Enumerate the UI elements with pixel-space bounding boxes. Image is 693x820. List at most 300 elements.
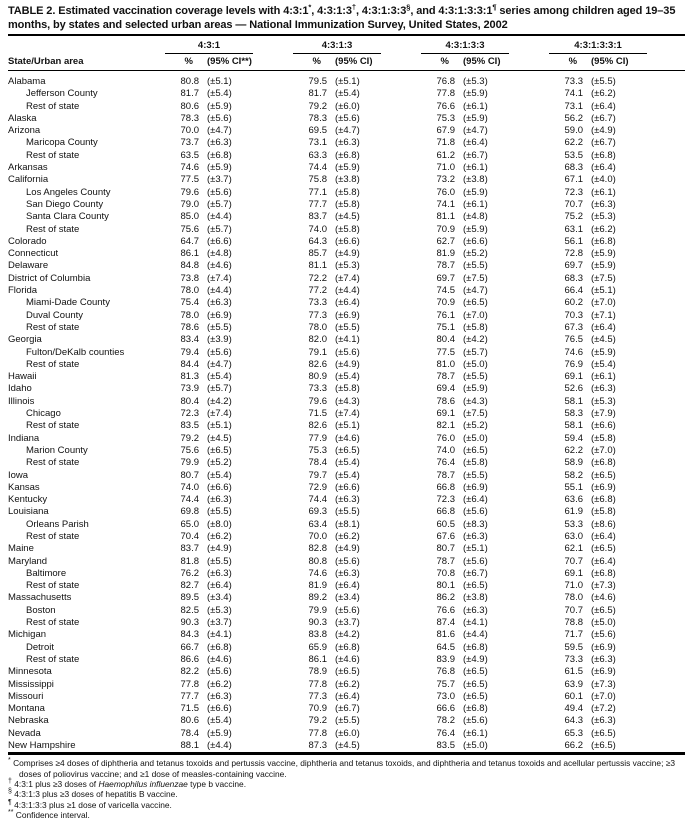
coverage-ci: (±6.3)	[335, 137, 360, 149]
coverage-ci: (±5.9)	[463, 88, 488, 100]
coverage-ci: (±4.7)	[463, 125, 488, 137]
coverage-ci: (±4.3)	[335, 395, 360, 407]
coverage-pct: 72.3	[180, 408, 199, 420]
area-label: Rest of state	[26, 617, 80, 629]
coverage-ci: (±5.0)	[591, 617, 616, 629]
coverage-ci: (±6.8)	[591, 567, 616, 579]
coverage-ci: (±5.3)	[591, 211, 616, 223]
coverage-pct: 77.7	[180, 690, 199, 702]
coverage-ci: (±5.3)	[591, 395, 616, 407]
coverage-ci: (±6.2)	[591, 88, 616, 100]
coverage-pct: 82.1	[436, 420, 455, 432]
coverage-pct: 74.0	[180, 481, 199, 493]
coverage-ci: (±5.6)	[463, 715, 488, 727]
footnote-symbol: †	[8, 778, 12, 786]
coverage-ci: (±4.1)	[207, 629, 232, 641]
coverage-pct: 60.2	[564, 297, 584, 309]
title-segment: , and 4:3:1:3:3:1	[410, 5, 493, 17]
coverage-ci: (±6.5)	[335, 666, 360, 678]
table-row	[8, 420, 685, 432]
coverage-pct: 86.1	[180, 248, 199, 260]
coverage-ci: (±4.8)	[463, 211, 488, 223]
coverage-pct: 67.1	[564, 174, 584, 186]
coverage-ci: (±6.9)	[207, 309, 232, 321]
col-group-4-3-1-3	[291, 35, 419, 54]
coverage-ci: (±5.5)	[463, 371, 488, 383]
coverage-pct: 78.9	[308, 666, 327, 678]
coverage-pct: 79.2	[180, 432, 199, 444]
area-label: District of Columbia	[8, 272, 91, 284]
table-row	[8, 679, 685, 691]
coverage-ci: (±6.5)	[591, 604, 616, 616]
coverage-pct: 60.1	[564, 690, 584, 702]
coverage-ci: (±4.4)	[207, 740, 232, 752]
coverage-ci: (±5.0)	[463, 432, 488, 444]
coverage-ci: (±6.5)	[207, 444, 232, 456]
coverage-pct: 83.8	[308, 629, 327, 641]
coverage-ci: (±6.4)	[591, 555, 616, 567]
coverage-ci: (±6.4)	[591, 162, 616, 174]
coverage-pct: 75.6	[180, 223, 199, 235]
coverage-pct: 58.9	[564, 457, 584, 469]
coverage-ci: (±7.5)	[591, 272, 616, 284]
coverage-pct: 69.1	[564, 371, 584, 383]
coverage-pct: 72.3	[564, 186, 584, 198]
coverage-ci: (±5.8)	[463, 321, 488, 333]
coverage-pct: 81.9	[436, 248, 455, 260]
coverage-pct: 72.8	[564, 248, 584, 260]
coverage-pct: 76.6	[436, 604, 455, 616]
col-group-label: 4:3:1:3	[293, 40, 381, 54]
area-label: Boston	[26, 604, 56, 616]
coverage-pct: 63.4	[308, 518, 327, 530]
coverage-ci: (±7.4)	[207, 272, 232, 284]
coverage-ci: (±5.1)	[207, 420, 232, 432]
coverage-ci: (±5.7)	[207, 383, 232, 395]
coverage-pct: 56.2	[564, 112, 584, 124]
coverage-pct: 66.4	[564, 285, 584, 297]
coverage-pct: 61.5	[564, 666, 584, 678]
coverage-ci: (±7.3)	[591, 580, 616, 592]
coverage-pct: 89.2	[308, 592, 327, 604]
area-label: Maricopa County	[26, 137, 98, 149]
coverage-pct: 86.6	[180, 653, 199, 665]
coverage-ci: (±4.9)	[207, 543, 232, 555]
coverage-pct: 80.4	[180, 395, 199, 407]
table-row	[8, 408, 685, 420]
area-label: Iowa	[8, 469, 29, 481]
coverage-pct: 90.3	[180, 617, 199, 629]
coverage-ci: (±6.6)	[207, 481, 232, 493]
coverage-pct: 78.7	[436, 260, 455, 272]
table-row	[8, 556, 685, 568]
coverage-ci: (±6.4)	[591, 100, 616, 112]
coverage-ci: (±4.5)	[335, 211, 360, 223]
coverage-pct: 67.9	[436, 125, 455, 137]
coverage-pct: 66.7	[180, 641, 199, 653]
coverage-ci: (±6.4)	[591, 530, 616, 542]
area-label: Alaska	[8, 112, 37, 124]
coverage-ci: (±4.6)	[207, 260, 232, 272]
coverage-pct: 80.8	[180, 76, 199, 87]
coverage-pct: 82.6	[308, 420, 327, 432]
coverage-pct: 52.6	[564, 383, 584, 395]
coverage-pct: 81.7	[308, 88, 327, 100]
coverage-ci: (±6.8)	[591, 494, 616, 506]
coverage-pct: 80.4	[436, 334, 455, 346]
coverage-pct: 79.5	[308, 76, 327, 87]
area-label: Mississippi	[8, 678, 54, 690]
coverage-ci: (±6.2)	[207, 530, 232, 542]
coverage-pct: 81.7	[180, 88, 199, 100]
coverage-pct: 77.3	[308, 309, 327, 321]
coverage-pct: 76.4	[436, 457, 455, 469]
coverage-pct: 79.7	[308, 469, 327, 481]
area-label: Miami-Dade County	[26, 297, 110, 309]
area-label: Hawaii	[8, 371, 37, 383]
coverage-ci: (±5.6)	[591, 629, 616, 641]
coverage-pct: 80.1	[436, 580, 455, 592]
table-row	[8, 494, 685, 506]
area-label: Louisiana	[8, 506, 49, 518]
coverage-ci: (±5.8)	[335, 223, 360, 235]
area-label: Chicago	[26, 408, 61, 420]
coverage-pct: 76.5	[564, 334, 584, 346]
coverage-ci: (±5.4)	[207, 88, 232, 100]
coverage-pct: 77.1	[308, 186, 327, 198]
coverage-pct: 73.1	[308, 137, 327, 149]
table-title	[8, 2, 685, 32]
coverage-pct: 77.2	[308, 285, 327, 297]
coverage-ci: (±5.6)	[335, 346, 360, 358]
coverage-ci: (±3.9)	[207, 334, 232, 346]
table-row	[8, 150, 685, 162]
coverage-pct: 53.5	[564, 149, 584, 161]
coverage-pct: 77.7	[308, 198, 327, 210]
coverage-pct: 64.3	[564, 715, 584, 727]
coverage-ci: (±6.2)	[591, 223, 616, 235]
coverage-ci: (±4.4)	[335, 285, 360, 297]
coverage-pct: 78.0	[564, 592, 584, 604]
coverage-ci: (±6.2)	[335, 678, 360, 690]
coverage-ci: (±7.4)	[207, 408, 232, 420]
pct-header: %	[291, 54, 327, 71]
area-label: Michigan	[8, 629, 47, 641]
coverage-pct: 72.3	[436, 494, 455, 506]
coverage-pct: 62.7	[436, 235, 455, 247]
coverage-pct: 76.8	[436, 76, 455, 87]
coverage-ci: (±5.9)	[207, 100, 232, 112]
footnote-symbol: ¶	[8, 798, 12, 806]
coverage-pct: 89.5	[180, 592, 199, 604]
series-group-header-row	[8, 35, 685, 54]
coverage-pct: 69.3	[308, 506, 327, 518]
coverage-ci: (±7.0)	[591, 297, 616, 309]
coverage-pct: 77.3	[308, 690, 327, 702]
coverage-ci: (±6.0)	[335, 100, 360, 112]
coverage-ci: (±6.4)	[335, 580, 360, 592]
table-row	[8, 236, 685, 248]
coverage-pct: 76.2	[180, 567, 199, 579]
coverage-ci: (±4.7)	[463, 285, 488, 297]
coverage-ci: (±5.7)	[207, 223, 232, 235]
coverage-pct: 58.2	[564, 469, 584, 481]
coverage-pct: 73.0	[436, 690, 455, 702]
coverage-pct: 76.4	[436, 727, 455, 739]
coverage-pct: 76.0	[436, 186, 455, 198]
coverage-ci: (±3.7)	[335, 617, 360, 629]
table-row	[8, 224, 685, 236]
coverage-ci: (±6.3)	[463, 604, 488, 616]
coverage-pct: 59.4	[564, 432, 584, 444]
table-row	[8, 617, 685, 629]
coverage-ci: (±4.9)	[335, 248, 360, 260]
table-row	[8, 543, 685, 555]
coverage-ci: (±5.6)	[463, 506, 488, 518]
coverage-pct: 82.2	[180, 666, 199, 678]
coverage-ci: (±4.5)	[591, 334, 616, 346]
coverage-ci: (±7.1)	[591, 309, 616, 321]
coverage-pct: 71.5	[180, 703, 199, 715]
coverage-pct: 73.3	[308, 297, 327, 309]
coverage-ci: (±4.4)	[207, 211, 232, 223]
coverage-pct: 66.8	[436, 481, 455, 493]
table-row	[8, 260, 685, 272]
coverage-pct: 79.6	[308, 395, 327, 407]
area-label: California	[8, 174, 49, 186]
coverage-pct: 81.1	[308, 260, 327, 272]
table-body	[8, 71, 685, 754]
coverage-ci: (±7.9)	[591, 408, 616, 420]
coverage-pct: 75.7	[436, 678, 455, 690]
area-label: Baltimore	[26, 567, 67, 579]
coverage-ci: (±3.4)	[207, 592, 232, 604]
coverage-pct: 74.5	[436, 285, 455, 297]
table-row	[8, 728, 685, 740]
coverage-ci: (±7.4)	[335, 272, 360, 284]
coverage-pct: 84.8	[180, 260, 199, 272]
coverage-ci: (±5.5)	[335, 506, 360, 518]
coverage-pct: 70.3	[564, 309, 584, 321]
coverage-ci: (±6.4)	[335, 297, 360, 309]
coverage-ci: (±7.5)	[463, 272, 488, 284]
area-label: Rest of state	[26, 100, 80, 112]
coverage-pct: 55.1	[564, 481, 584, 493]
table-row	[8, 470, 685, 482]
coverage-pct: 84.3	[180, 629, 199, 641]
area-label: Alabama	[8, 76, 46, 87]
coverage-ci: (±4.6)	[591, 592, 616, 604]
coverage-ci: (±6.1)	[591, 371, 616, 383]
footnote-marker-asterisk: *	[308, 2, 312, 12]
coverage-ci: (±4.0)	[591, 174, 616, 186]
coverage-pct: 74.6	[308, 567, 327, 579]
coverage-pct: 78.0	[180, 309, 199, 321]
coverage-ci: (±4.6)	[335, 653, 360, 665]
coverage-ci: (±5.4)	[335, 469, 360, 481]
coverage-ci: (±6.3)	[591, 715, 616, 727]
area-label: Idaho	[8, 383, 32, 395]
coverage-pct: 80.6	[180, 715, 199, 727]
coverage-ci: (±5.6)	[335, 604, 360, 616]
coverage-ci: (±5.4)	[207, 371, 232, 383]
table-row	[8, 457, 685, 469]
coverage-ci: (±5.5)	[207, 506, 232, 518]
coverage-ci: (±5.2)	[207, 457, 232, 469]
coverage-pct: 74.4	[308, 162, 327, 174]
coverage-pct: 78.4	[308, 457, 327, 469]
area-label: Rest of state	[26, 321, 80, 333]
area-label: Massachusetts	[8, 592, 72, 604]
coverage-ci: (±4.2)	[207, 395, 232, 407]
coverage-ci: (±3.7)	[207, 617, 232, 629]
coverage-ci: (±6.5)	[335, 444, 360, 456]
coverage-pct: 70.0	[308, 530, 327, 542]
coverage-ci: (±5.1)	[463, 543, 488, 555]
footnote-text: Confidence interval.	[15, 809, 90, 820]
coverage-ci: (±6.3)	[463, 530, 488, 542]
coverage-ci: (±5.1)	[335, 420, 360, 432]
coverage-pct: 78.6	[436, 395, 455, 407]
coverage-pct: 69.1	[564, 567, 584, 579]
table-row	[8, 310, 685, 322]
state-urban-area-header: State/Urban area	[8, 54, 163, 71]
col-group-label: 4:3:1:3:3:1	[549, 40, 647, 54]
coverage-ci: (±5.4)	[335, 371, 360, 383]
vaccination-coverage-table	[8, 34, 685, 755]
coverage-pct: 58.1	[564, 395, 584, 407]
coverage-ci: (±5.4)	[207, 469, 232, 481]
table-row	[8, 113, 685, 125]
coverage-pct: 68.3	[564, 272, 584, 284]
coverage-ci: (±5.8)	[335, 198, 360, 210]
coverage-ci: (±6.1)	[463, 162, 488, 174]
coverage-ci: (±4.2)	[335, 629, 360, 641]
area-label: Florida	[8, 285, 38, 297]
coverage-ci: (±4.1)	[463, 617, 488, 629]
area-label: Los Angeles County	[26, 186, 111, 198]
coverage-pct: 79.2	[308, 100, 327, 112]
coverage-pct: 61.9	[564, 506, 584, 518]
coverage-pct: 72.2	[308, 272, 327, 284]
coverage-ci: (±3.8)	[463, 174, 488, 186]
coverage-ci: (±6.5)	[463, 580, 488, 592]
table-row	[8, 605, 685, 617]
table-row	[8, 297, 685, 309]
footnote	[8, 758, 685, 779]
coverage-pct: 85.7	[308, 248, 327, 260]
footnotes	[8, 758, 685, 820]
area-label: Indiana	[8, 432, 40, 444]
coverage-ci: (±6.4)	[463, 137, 488, 149]
coverage-ci: (±5.0)	[463, 740, 488, 752]
table-row	[8, 592, 685, 604]
table-row	[8, 691, 685, 703]
coverage-pct: 74.6	[564, 346, 584, 358]
ci-header: (95% CI)	[327, 54, 419, 71]
coverage-pct: 79.0	[180, 198, 199, 210]
coverage-ci: (±4.4)	[207, 285, 232, 297]
area-label: Orleans Parish	[26, 518, 89, 530]
area-label: Duval County	[26, 309, 84, 321]
footnote	[8, 800, 685, 810]
coverage-pct: 63.0	[564, 530, 584, 542]
coverage-pct: 64.5	[436, 641, 455, 653]
coverage-pct: 82.0	[308, 334, 327, 346]
coverage-pct: 71.7	[564, 629, 584, 641]
table-row	[8, 396, 685, 408]
area-label: Montana	[8, 703, 45, 715]
coverage-pct: 83.7	[308, 211, 327, 223]
title-segment: series among children aged 19–35 months, by states and selected urban areas — National Immunization Survey, United States, 2002	[8, 5, 676, 31]
area-label: Colorado	[8, 235, 47, 247]
table-row	[8, 445, 685, 457]
coverage-ci: (±6.5)	[463, 690, 488, 702]
area-label: Nevada	[8, 727, 41, 739]
coverage-ci: (±6.5)	[463, 678, 488, 690]
coverage-ci: (±5.9)	[591, 260, 616, 272]
coverage-pct: 61.2	[436, 149, 455, 161]
coverage-pct: 87.3	[308, 740, 327, 752]
coverage-ci: (±6.3)	[335, 494, 360, 506]
area-label: Maryland	[8, 555, 48, 567]
table-row	[8, 740, 685, 754]
coverage-ci: (±5.9)	[207, 162, 232, 174]
footnote	[8, 810, 685, 820]
table-row	[8, 88, 685, 100]
table-row	[8, 199, 685, 211]
table-row	[8, 211, 685, 223]
coverage-ci: (±6.3)	[591, 383, 616, 395]
col-group-4-3-1-3-3	[419, 35, 547, 54]
coverage-pct: 74.4	[308, 494, 327, 506]
coverage-ci: (±6.3)	[207, 690, 232, 702]
coverage-pct: 63.6	[564, 494, 584, 506]
footnote	[8, 789, 685, 799]
coverage-pct: 70.7	[564, 198, 584, 210]
area-label: Detroit	[26, 641, 54, 653]
coverage-pct: 77.9	[308, 432, 327, 444]
area-label: Rest of state	[26, 530, 80, 542]
footnote-italic-text: Haemophilus influenzae	[98, 778, 188, 789]
coverage-ci: (±5.9)	[463, 186, 488, 198]
coverage-pct: 67.3	[564, 321, 584, 333]
coverage-pct: 63.3	[308, 149, 327, 161]
coverage-pct: 62.1	[564, 543, 584, 555]
coverage-pct: 73.3	[564, 76, 584, 87]
coverage-ci: (±5.5)	[591, 76, 616, 87]
area-label: Rest of state	[26, 653, 80, 665]
coverage-ci: (±6.2)	[207, 678, 232, 690]
coverage-pct: 77.8	[308, 678, 327, 690]
coverage-pct: 85.0	[180, 211, 199, 223]
area-label: Fulton/DeKalb counties	[26, 346, 125, 358]
area-label: Illinois	[8, 395, 35, 407]
table-row	[8, 101, 685, 113]
coverage-ci: (±6.3)	[335, 567, 360, 579]
coverage-ci: (±6.4)	[463, 494, 488, 506]
coverage-ci: (±5.9)	[591, 346, 616, 358]
coverage-ci: (±5.3)	[463, 76, 488, 87]
coverage-ci: (±6.7)	[335, 703, 360, 715]
coverage-ci: (±7.2)	[591, 703, 616, 715]
coverage-ci: (±6.5)	[463, 444, 488, 456]
coverage-ci: (±6.6)	[335, 481, 360, 493]
table-row	[8, 629, 685, 641]
coverage-ci: (±6.6)	[591, 420, 616, 432]
coverage-pct: 81.9	[308, 580, 327, 592]
coverage-pct: 75.4	[180, 297, 199, 309]
